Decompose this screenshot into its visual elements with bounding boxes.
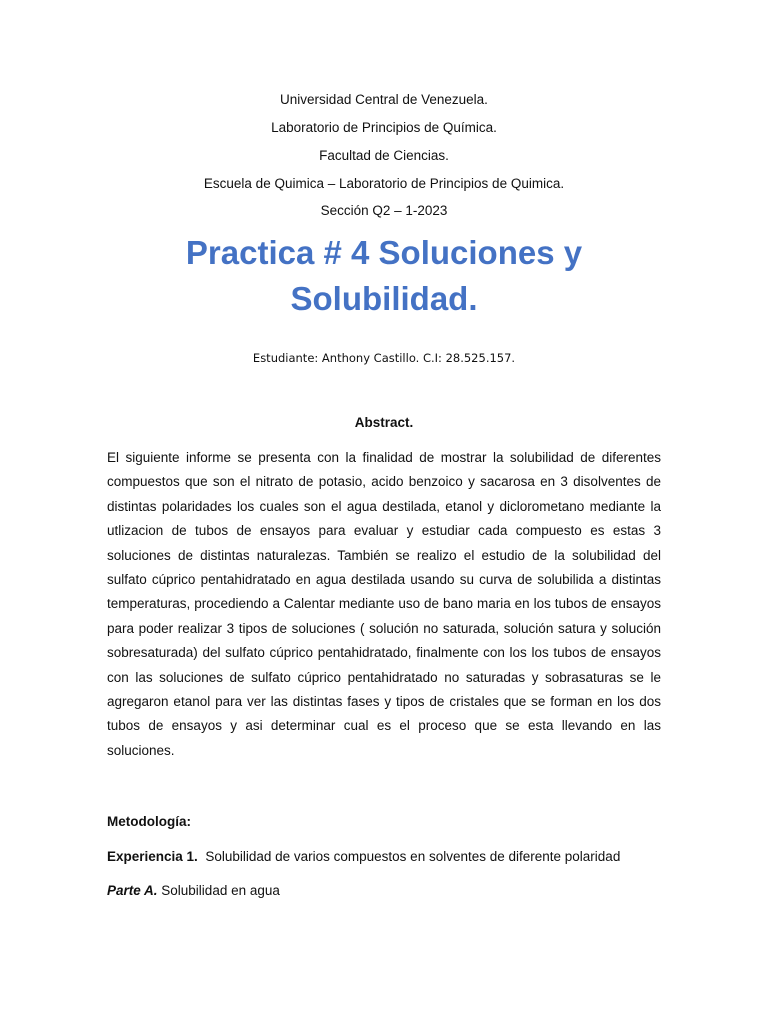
university-name: Universidad Central de Venezuela.: [280, 92, 488, 107]
section-code: Sección Q2 – 1-2023: [320, 203, 448, 218]
student-info: Estudiante: Anthony Castillo. C.I: 28.525.157.: [252, 351, 516, 365]
title-line-2: Solubilidad.: [290, 280, 478, 317]
abstract-heading: Abstract.: [354, 415, 414, 430]
school-name: Escuela de Quimica – Laboratorio de Principios de Quimica.: [203, 176, 565, 191]
title-line-1: Practica # 4 Soluciones y: [185, 234, 583, 271]
page-title: [0, 230, 768, 322]
part-label: Parte A.: [107, 883, 158, 898]
laboratory-name: Laboratorio de Principios de Química.: [271, 120, 497, 135]
experience-text: Solubilidad de varios compuestos en solventes de diferente polaridad: [197, 849, 621, 864]
methodology-heading: Metodología:: [107, 814, 191, 829]
part-a-line: [107, 883, 280, 899]
experience-label: Experiencia 1.: [107, 849, 198, 864]
experience-1-line: [107, 849, 620, 865]
part-text: Solubilidad en agua: [157, 883, 280, 898]
faculty-name: Facultad de Ciencias.: [319, 148, 449, 163]
abstract-body: El siguiente informe se presenta con la finalidad de mostrar la solubilidad de diferentes compuestos que son el nitrato de potasio, acido benzoico y sacarosa en 3 disolventes de distintas polaridades los cuales son el agua destilada, etanol y diclorometano mediante la utlizacion de tubos de ensayos para evaluar y estudiar cada compuesto es estas 3 soluciones de distintas naturalezas. También se realizo el estudio de la solubilidad del sulfato cúprico pentahidratado en agua destilada usando su curva de solubilida a distintas temperaturas, procediendo a Calentar mediante uso de bano maria en los tubos de ensayos para poder realizar 3 tipos de soluciones ( solución no saturada, solución satura y solución sobresaturada) del sulfato cúprico pentahidratado, finalmente con los los tubos de ensayos con las soluciones de sulfato cúprico pentahidratado no saturadas y sobrasaturas se le agregaron etanol para ver las distintas fases y tipos de cristales que se forman en los dos tubos de ensayos y asi determinar cual es el proceso que se esta llevando en las soluciones.: [107, 450, 661, 758]
